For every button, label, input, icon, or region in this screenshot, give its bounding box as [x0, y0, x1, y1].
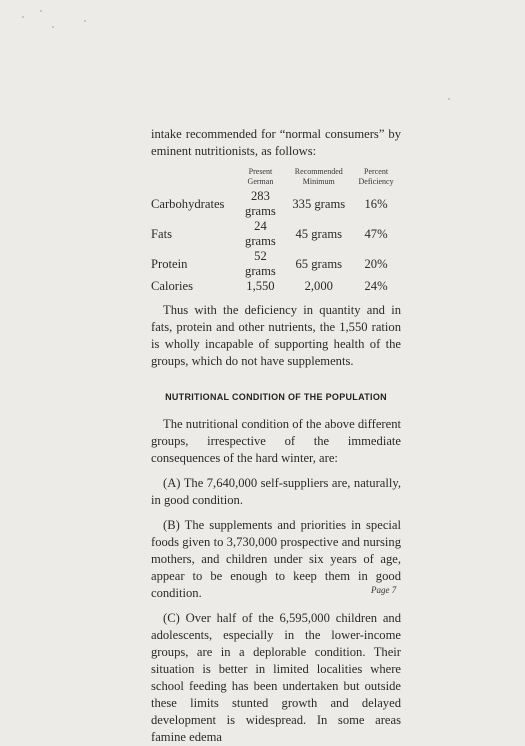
paper-speck — [84, 20, 86, 22]
nutrient-name: Protein — [151, 256, 188, 271]
paragraph-a: (A) The 7,640,000 self-suppliers are, naturally, in good condition. — [151, 476, 401, 507]
paper-speck — [52, 26, 54, 28]
present-value: 52 grams — [245, 249, 276, 278]
present-value: 24 grams — [245, 219, 276, 248]
page-number: Page 7 — [371, 585, 397, 595]
nutrient-table — [151, 167, 401, 294]
paragraph-b: (B) The supplements and priorities in special foods given to 3,730,000 prospective and nursing mothers, and children under six years of age, appear to be enough to keep them in good condition. — [151, 518, 401, 600]
conclusion-paragraph: Thus with the deficiency in quantity and in fats, protein and other nutrients, the 1,550 ration is wholly incapable of supporting health of the groups, which do not have supplements. — [151, 303, 401, 368]
present-value: 283 grams — [245, 189, 276, 218]
paper-speck — [40, 10, 42, 12]
table-row — [151, 219, 401, 249]
minimum-value: 65 grams — [295, 256, 343, 271]
table-row — [151, 189, 401, 219]
table-row — [151, 249, 401, 279]
table-row — [151, 279, 401, 294]
deficiency-value: 20% — [364, 256, 388, 271]
intro-paragraph: intake recommended for “normal consumers” by eminent nutritionists, as follows: — [151, 127, 401, 158]
nutrient-name: Fats — [151, 226, 172, 241]
deficiency-value: 16% — [364, 196, 388, 211]
condition-paragraph: The nutritional condition of the above different groups, irrespective of the immediate consequences of the hard winter, are: — [151, 417, 401, 465]
deficiency-value: 47% — [364, 226, 388, 241]
present-value: 1,550 — [246, 279, 275, 293]
body-text — [151, 126, 401, 746]
nutrient-name: Carbohydrates — [151, 196, 225, 211]
section-heading: NUTRITIONAL CONDITION OF THE POPULATION — [165, 392, 387, 402]
header-nutrient — [151, 167, 234, 189]
deficiency-value: 24% — [364, 279, 388, 293]
minimum-value: 335 grams — [292, 196, 346, 211]
paper-speck — [22, 16, 24, 18]
paragraph-c: (C) Over half of the 6,595,000 children and adolescents, especially in the lower-income groups, are in a deplorable condition. Their situation is better in limited localities where school feeding has been undertaken but outside these limits stunted growth and delayed development is widespread. In some areas famine edema — [151, 611, 401, 744]
paper-speck — [448, 98, 450, 100]
minimum-value: 45 grams — [295, 226, 343, 241]
nutrient-name: Calories — [151, 279, 193, 293]
header-minimum: Recommended Minimum — [294, 167, 343, 186]
minimum-value: 2,000 — [304, 279, 333, 293]
header-deficiency: Percent Deficiency — [358, 167, 394, 186]
header-present: Present German — [247, 167, 274, 186]
table-header-row — [151, 167, 401, 189]
